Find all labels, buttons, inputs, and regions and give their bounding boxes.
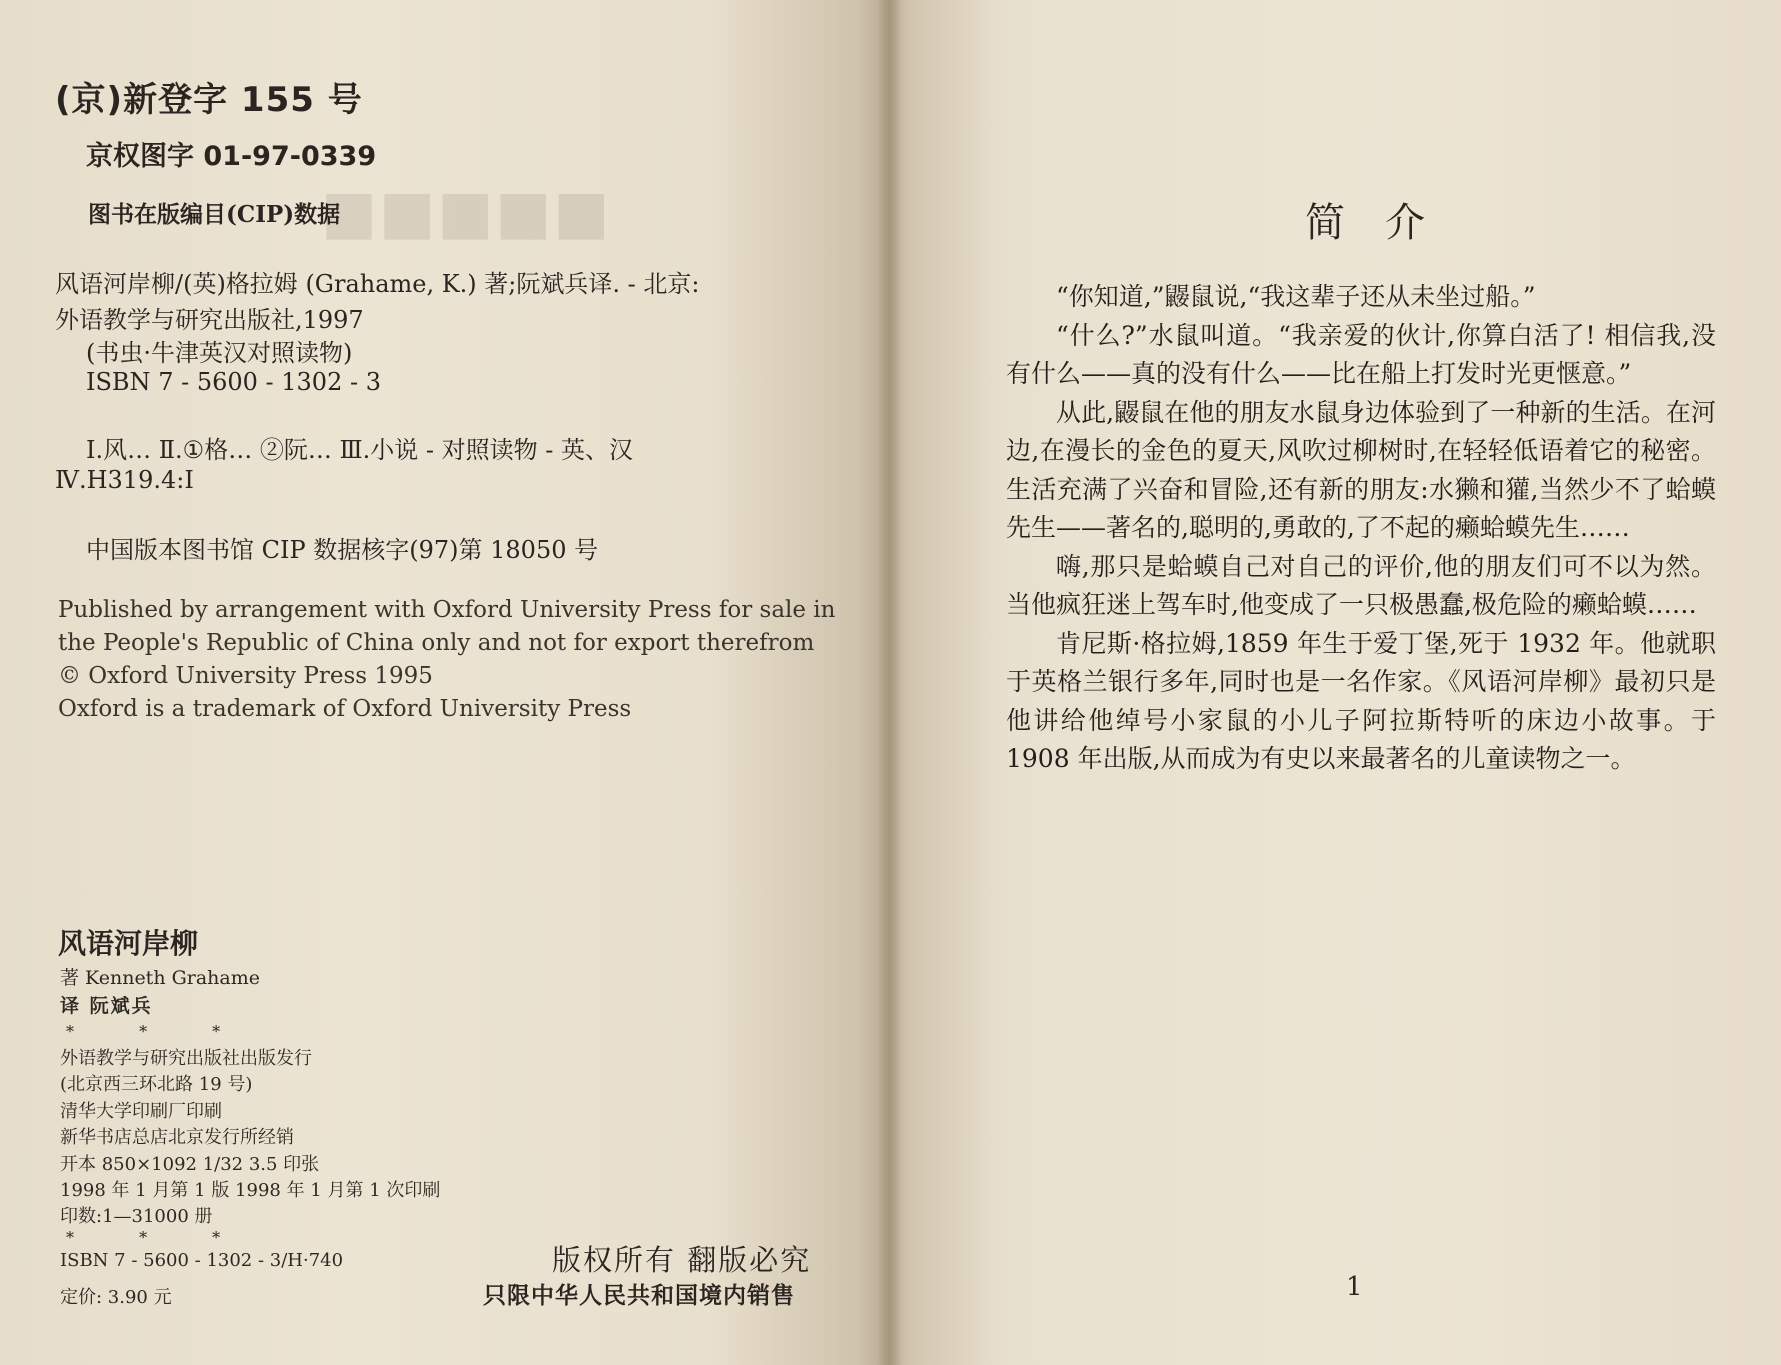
price: 定价: 3.90 元 — [60, 1287, 172, 1308]
show-through-title: ◼◼◼◼◼ — [320, 170, 611, 252]
cip-line: (书虫·牛津英汉对照读物) — [86, 339, 353, 367]
cip-line: 外语教学与研究出版社,1997 — [55, 306, 364, 334]
paragraph: “你知道,”鼹鼠说,“我这辈子还从未坐过船。” — [1056, 282, 1536, 311]
cip-line: 风语河岸柳/(英)格拉姆 (Grahame, K.) 著;阮斌兵译. - 北京: — [55, 270, 700, 298]
book-title: 风语河岸柳 — [58, 927, 199, 960]
author-line: 著 Kenneth Grahame — [60, 967, 261, 989]
imprint-line: 清华大学印刷厂印刷 — [60, 1101, 222, 1122]
cip-record-number: 中国版本图书馆 CIP 数据核字(97)第 18050 号 — [86, 536, 599, 564]
introduction-page — [885, 0, 1781, 1365]
cip-classification: Ⅳ.H319.4:Ⅰ — [55, 466, 194, 494]
book-gutter — [878, 0, 902, 1365]
imprint-line: 开本 850×1092 1/32 3.5 印张 — [60, 1154, 320, 1175]
imprint-line: 印数:1—31000 册 — [60, 1206, 213, 1227]
cip-classification: Ⅰ.风… Ⅱ.①格… ②阮… Ⅲ.小说 - 对照读物 - 英、汉 — [86, 436, 633, 464]
english-notice-line: © Oxford University Press 1995 — [58, 663, 433, 689]
english-notice-line: Oxford is a trademark of Oxford University Press — [58, 696, 632, 722]
english-notice — [58, 594, 835, 726]
page-number: 1 — [1346, 1272, 1363, 1302]
introduction-body — [1006, 278, 1716, 779]
imprint-line: 1998 年 1 月第 1 版 1998 年 1 月第 1 次印刷 — [60, 1180, 441, 1201]
paragraph: 从此,鼹鼠在他的朋友水鼠身边体验到了一种新的生活。在河边,在漫长的金色的夏天,风吹过柳树时,在轻轻低语着它的秘密。生活充满了兴奋和冒险,还有新的朋友:水獭和獾,当然少不了蛤蟆先生——著名的,聪明的,勇敢的,了不起的癞蛤蟆先生…… — [1006, 397, 1716, 542]
rights-reserved: 版权所有 翻版必究 — [552, 1243, 812, 1277]
paragraph: 肯尼斯·格拉姆,1859 年生于爱丁堡,死于 1932 年。他就职于英格兰银行多年,同时也是一名作家。《风语河岸柳》最初只是他讲给他绰号小家鼠的小儿子阿拉斯特听的床边小故事。于 1908 年出版,从而成为有史以来最著名的儿童读物之一。 — [1006, 628, 1716, 773]
copyright-page — [0, 0, 885, 1365]
cip-isbn: ISBN 7 - 5600 - 1302 - 3 — [86, 368, 381, 396]
english-notice-line: Published by arrangement with Oxford University Press for sale in — [58, 597, 836, 623]
separator-stars: * * * — [66, 1022, 251, 1041]
separator-stars: * * * — [66, 1228, 251, 1247]
imprint-line: 外语教学与研究出版社出版发行 — [60, 1048, 312, 1069]
page-title: 简介 — [1305, 200, 1465, 246]
translator-line: 译 阮斌兵 — [60, 995, 153, 1017]
sale-restriction: 只限中华人民共和国境内销售 — [483, 1282, 795, 1309]
registration-number: (京)新登字 155 号 — [55, 80, 363, 120]
imprint-line: 新华书店总店北京发行所经销 — [60, 1127, 294, 1148]
english-notice-line: the People's Republic of China only and not for export therefrom — [58, 630, 815, 656]
cip-heading: 图书在版编目(CIP)数据 — [88, 201, 341, 228]
full-isbn: ISBN 7 - 5600 - 1302 - 3/H·740 — [60, 1250, 344, 1271]
copyright-permit: 京权图字 01-97-0339 — [86, 141, 377, 172]
imprint-line: (北京西三环北路 19 号) — [60, 1074, 253, 1095]
paragraph: “什么?”水鼠叫道。“我亲爱的伙计,你算白活了! 相信我,没有什么——真的没有什么——比在船上打发时光更惬意。” — [1006, 320, 1716, 388]
paragraph: 嗨,那只是蛤蟆自己对自己的评价,他的朋友们可不以为然。当他疯狂迷上驾车时,他变成了一只极愚蠢,极危险的癞蛤蟆…… — [1006, 551, 1716, 619]
